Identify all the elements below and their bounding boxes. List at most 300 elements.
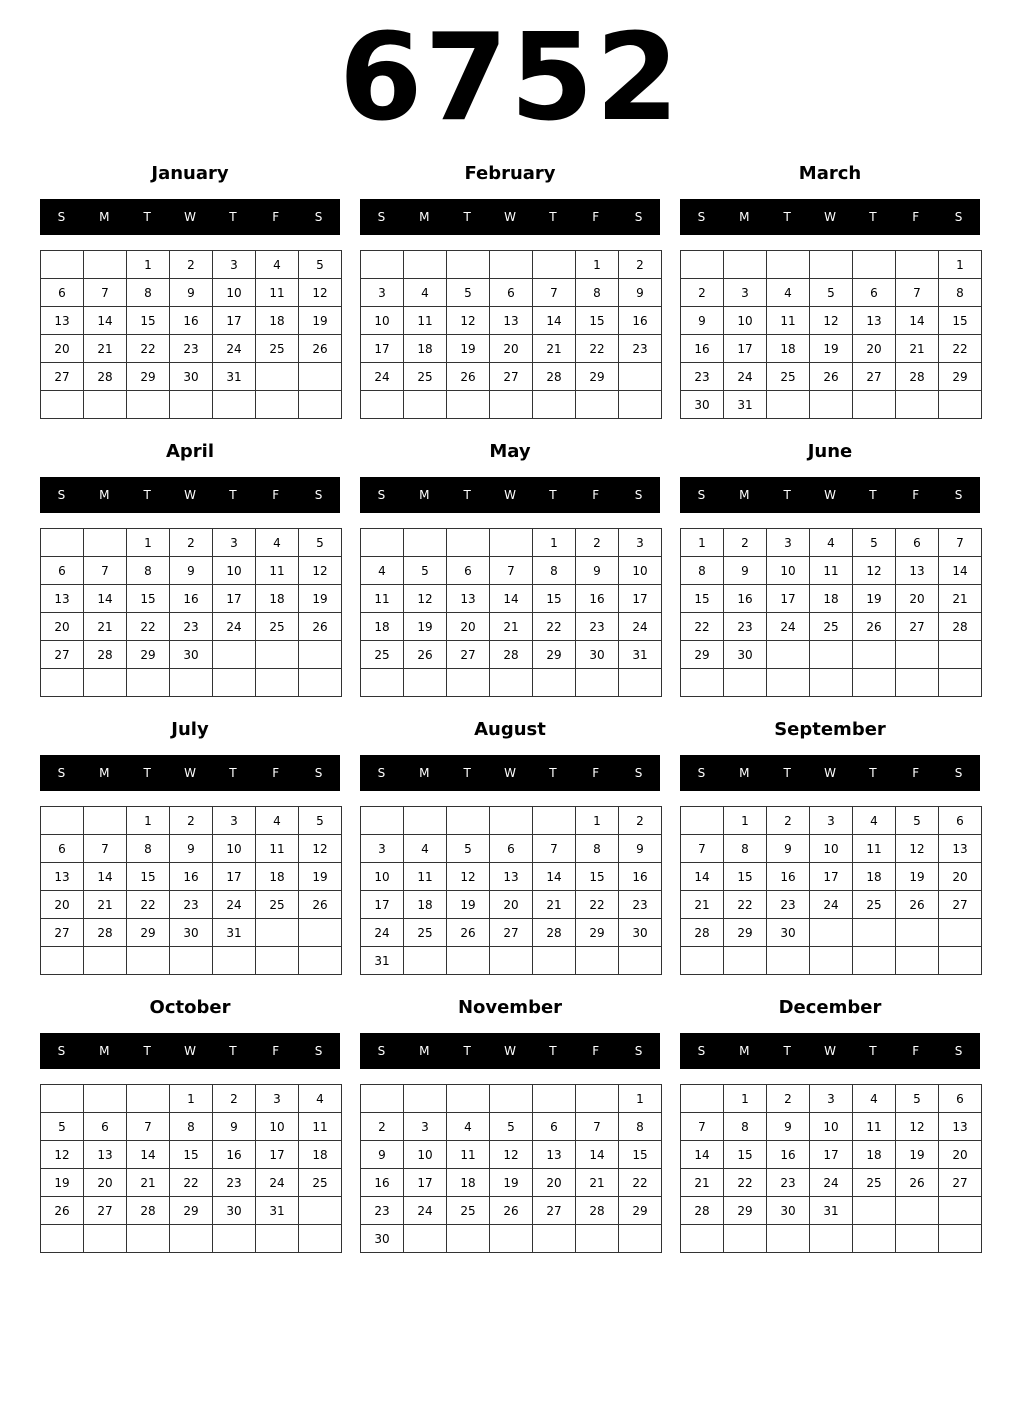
- day-cell: 13: [939, 1113, 982, 1141]
- day-cell: [896, 641, 939, 669]
- day-cell: [681, 669, 724, 697]
- day-cell: 20: [939, 863, 982, 891]
- weekday-label: W: [824, 766, 836, 780]
- month-december: [680, 990, 980, 1260]
- week-row: [681, 807, 982, 835]
- day-cell: [84, 807, 127, 835]
- day-cell: 18: [299, 1141, 342, 1169]
- day-cell: [404, 251, 447, 279]
- weekday-label: S: [377, 210, 386, 224]
- week-row: [41, 1113, 342, 1141]
- day-cell: 3: [213, 529, 256, 557]
- day-cell: 17: [213, 307, 256, 335]
- weekday-label: T: [229, 488, 237, 502]
- day-cell: 2: [619, 807, 662, 835]
- weekday-label: F: [592, 1044, 600, 1058]
- day-cell: 22: [576, 891, 619, 919]
- weekday-label: S: [314, 766, 323, 780]
- day-cell: 3: [619, 529, 662, 557]
- weekday-label: M: [419, 1044, 430, 1058]
- week-row: [41, 307, 342, 335]
- month-august: [360, 712, 660, 982]
- day-cell: 21: [533, 891, 576, 919]
- day-cell: [533, 947, 576, 975]
- week-row: [361, 835, 662, 863]
- day-cell: 21: [490, 613, 533, 641]
- day-cell: 10: [361, 307, 404, 335]
- day-cell: [810, 919, 853, 947]
- day-cell: 25: [256, 613, 299, 641]
- weekday-label: W: [824, 1044, 836, 1058]
- weekday-label: S: [697, 210, 706, 224]
- day-cell: 27: [41, 641, 84, 669]
- day-cell: [213, 1225, 256, 1253]
- day-cell: 23: [767, 891, 810, 919]
- day-cell: 6: [41, 279, 84, 307]
- day-cell: 10: [810, 1113, 853, 1141]
- day-cell: 9: [619, 835, 662, 863]
- day-cell: 3: [767, 529, 810, 557]
- day-cell: [810, 251, 853, 279]
- day-cell: 4: [404, 279, 447, 307]
- day-cell: 31: [810, 1197, 853, 1225]
- day-cell: [767, 669, 810, 697]
- day-cell: [490, 669, 533, 697]
- day-cell: [853, 947, 896, 975]
- day-cell: 29: [127, 363, 170, 391]
- day-cell: 17: [404, 1169, 447, 1197]
- day-cell: 7: [84, 835, 127, 863]
- week-row: [41, 279, 342, 307]
- day-cell: 5: [404, 557, 447, 585]
- day-cell: 21: [84, 335, 127, 363]
- day-cell: 8: [939, 279, 982, 307]
- day-cell: 12: [810, 307, 853, 335]
- day-cell: 16: [170, 863, 213, 891]
- weekday-label: S: [634, 766, 643, 780]
- week-row: [681, 835, 982, 863]
- day-cell: [853, 641, 896, 669]
- weekday-label: F: [272, 210, 280, 224]
- day-cell: 15: [681, 585, 724, 613]
- day-cell: 2: [170, 251, 213, 279]
- day-cell: [939, 669, 982, 697]
- day-cell: 21: [533, 335, 576, 363]
- day-cell: 28: [681, 1197, 724, 1225]
- day-cell: 2: [170, 529, 213, 557]
- day-cell: 26: [896, 891, 939, 919]
- day-cell: 22: [681, 613, 724, 641]
- day-cell: 25: [810, 613, 853, 641]
- day-cell: 31: [256, 1197, 299, 1225]
- day-cell: [127, 391, 170, 419]
- day-cell: 11: [853, 835, 896, 863]
- day-cell: 26: [299, 613, 342, 641]
- weekday-label: F: [592, 210, 600, 224]
- day-cell: 20: [853, 335, 896, 363]
- day-cell: 11: [299, 1113, 342, 1141]
- day-cell: 12: [447, 863, 490, 891]
- day-cell: 6: [853, 279, 896, 307]
- year-title: 6752: [339, 9, 681, 148]
- day-cell: 9: [767, 1113, 810, 1141]
- day-cell: [939, 641, 982, 669]
- day-cell: 24: [810, 891, 853, 919]
- day-cell: 9: [619, 279, 662, 307]
- day-cell: 7: [490, 557, 533, 585]
- day-cell: 5: [896, 807, 939, 835]
- day-cell: [576, 1225, 619, 1253]
- day-cell: 19: [404, 613, 447, 641]
- day-cell: 3: [724, 279, 767, 307]
- day-cell: [256, 947, 299, 975]
- weekday-label: T: [549, 210, 557, 224]
- day-cell: 27: [896, 613, 939, 641]
- week-row: [41, 1225, 342, 1253]
- weekday-header: [40, 755, 340, 791]
- day-cell: 28: [681, 919, 724, 947]
- weekday-label: M: [419, 210, 430, 224]
- day-cell: [127, 1085, 170, 1113]
- day-cell: 21: [681, 891, 724, 919]
- day-cell: 27: [853, 363, 896, 391]
- day-cell: 23: [170, 613, 213, 641]
- day-cell: 18: [404, 335, 447, 363]
- day-cell: [810, 947, 853, 975]
- weekday-label: F: [272, 488, 280, 502]
- week-row: [41, 391, 342, 419]
- day-cell: 4: [256, 529, 299, 557]
- day-cell: 18: [256, 307, 299, 335]
- day-cell: 1: [619, 1085, 662, 1113]
- day-cell: [896, 1225, 939, 1253]
- month-may: [360, 434, 660, 704]
- week-row: [681, 1169, 982, 1197]
- week-row: [361, 529, 662, 557]
- day-cell: 25: [361, 641, 404, 669]
- day-cell: [361, 251, 404, 279]
- day-cell: 27: [939, 891, 982, 919]
- day-cell: 25: [447, 1197, 490, 1225]
- day-cell: 6: [41, 835, 84, 863]
- day-cell: 9: [170, 835, 213, 863]
- day-cell: 28: [533, 919, 576, 947]
- day-cell: 23: [213, 1169, 256, 1197]
- day-cell: 13: [939, 835, 982, 863]
- weekday-header: [360, 477, 660, 513]
- day-cell: 26: [299, 335, 342, 363]
- day-cell: 22: [724, 1169, 767, 1197]
- day-cell: 4: [361, 557, 404, 585]
- week-row: [41, 1197, 342, 1225]
- week-row: [41, 613, 342, 641]
- day-cell: [896, 669, 939, 697]
- weekday-label: W: [504, 1044, 516, 1058]
- day-cell: 28: [84, 363, 127, 391]
- day-cell: 15: [724, 1141, 767, 1169]
- day-cell: 17: [361, 335, 404, 363]
- day-cell: [810, 1225, 853, 1253]
- day-cell: 24: [256, 1169, 299, 1197]
- day-cell: 16: [767, 863, 810, 891]
- weekday-label: T: [463, 766, 471, 780]
- day-cell: 19: [447, 891, 490, 919]
- week-row: [681, 335, 982, 363]
- day-cell: 15: [576, 307, 619, 335]
- week-row: [41, 863, 342, 891]
- day-cell: 6: [939, 807, 982, 835]
- day-cell: 16: [724, 585, 767, 613]
- day-cell: 20: [84, 1169, 127, 1197]
- day-cell: 26: [490, 1197, 533, 1225]
- day-cell: 26: [896, 1169, 939, 1197]
- day-cell: 19: [447, 335, 490, 363]
- day-cell: 22: [939, 335, 982, 363]
- day-cell: 15: [724, 863, 767, 891]
- day-cell: 5: [299, 807, 342, 835]
- day-cell: 21: [84, 613, 127, 641]
- day-cell: 13: [853, 307, 896, 335]
- weekday-label: S: [57, 766, 66, 780]
- week-row: [681, 1113, 982, 1141]
- day-cell: 24: [404, 1197, 447, 1225]
- weekday-label: S: [377, 766, 386, 780]
- weekday-label: W: [504, 766, 516, 780]
- day-cell: 17: [213, 863, 256, 891]
- day-cell: 21: [576, 1169, 619, 1197]
- day-cell: [41, 391, 84, 419]
- week-row: [41, 363, 342, 391]
- weekday-label: W: [824, 488, 836, 502]
- day-cell: 18: [810, 585, 853, 613]
- day-cell: 3: [213, 251, 256, 279]
- day-cell: 28: [896, 363, 939, 391]
- weekday-label: S: [954, 210, 963, 224]
- month-october: [40, 990, 340, 1260]
- day-cell: 29: [127, 641, 170, 669]
- day-cell: 11: [404, 307, 447, 335]
- weekday-label: M: [99, 210, 110, 224]
- week-row: [681, 919, 982, 947]
- day-cell: 30: [724, 641, 767, 669]
- day-cell: 11: [256, 557, 299, 585]
- weekday-label: S: [697, 488, 706, 502]
- day-cell: 20: [939, 1141, 982, 1169]
- weekday-label: S: [697, 1044, 706, 1058]
- weekday-label: S: [634, 488, 643, 502]
- day-cell: [170, 1225, 213, 1253]
- day-cell: [84, 529, 127, 557]
- day-cell: [299, 947, 342, 975]
- day-cell: 25: [299, 1169, 342, 1197]
- day-cell: [724, 251, 767, 279]
- weekday-header: [360, 1033, 660, 1069]
- day-cell: 17: [810, 863, 853, 891]
- day-cell: 14: [127, 1141, 170, 1169]
- day-cell: 29: [533, 641, 576, 669]
- day-cell: 22: [576, 335, 619, 363]
- day-cell: [490, 529, 533, 557]
- week-row: [681, 1141, 982, 1169]
- day-cell: [213, 641, 256, 669]
- day-cell: 3: [213, 807, 256, 835]
- day-cell: 13: [41, 863, 84, 891]
- day-cell: 12: [404, 585, 447, 613]
- day-cell: 8: [619, 1113, 662, 1141]
- day-grid: [40, 1084, 342, 1253]
- day-cell: 10: [767, 557, 810, 585]
- day-grid: [680, 1084, 982, 1253]
- day-cell: 13: [447, 585, 490, 613]
- day-cell: [41, 1225, 84, 1253]
- day-cell: [490, 251, 533, 279]
- day-cell: 13: [41, 307, 84, 335]
- weekday-label: M: [99, 766, 110, 780]
- weekday-header: [40, 1033, 340, 1069]
- weekday-label: T: [783, 766, 791, 780]
- day-cell: 10: [404, 1141, 447, 1169]
- day-cell: [404, 529, 447, 557]
- day-cell: 28: [533, 363, 576, 391]
- day-cell: 29: [576, 919, 619, 947]
- day-cell: 26: [41, 1197, 84, 1225]
- day-cell: [84, 1085, 127, 1113]
- day-cell: 30: [681, 391, 724, 419]
- day-cell: 28: [127, 1197, 170, 1225]
- weekday-header: [680, 199, 980, 235]
- weekday-label: S: [57, 488, 66, 502]
- day-cell: 29: [724, 1197, 767, 1225]
- day-cell: 25: [256, 335, 299, 363]
- day-cell: 20: [41, 335, 84, 363]
- day-cell: 3: [810, 1085, 853, 1113]
- weekday-label: S: [314, 488, 323, 502]
- day-cell: 27: [41, 363, 84, 391]
- week-row: [41, 669, 342, 697]
- weekday-label: T: [869, 1044, 877, 1058]
- day-cell: [490, 947, 533, 975]
- day-grid: [40, 806, 342, 975]
- day-cell: [810, 641, 853, 669]
- week-row: [361, 613, 662, 641]
- day-cell: [404, 807, 447, 835]
- day-cell: 9: [724, 557, 767, 585]
- day-cell: 28: [84, 641, 127, 669]
- weekday-label: S: [57, 210, 66, 224]
- day-cell: 5: [41, 1113, 84, 1141]
- day-cell: 24: [619, 613, 662, 641]
- day-cell: 28: [939, 613, 982, 641]
- week-row: [41, 641, 342, 669]
- day-cell: 3: [256, 1085, 299, 1113]
- day-cell: 7: [127, 1113, 170, 1141]
- day-cell: 5: [299, 529, 342, 557]
- day-cell: 5: [447, 835, 490, 863]
- day-cell: 4: [447, 1113, 490, 1141]
- day-cell: 25: [404, 363, 447, 391]
- day-cell: 11: [256, 279, 299, 307]
- day-cell: 7: [939, 529, 982, 557]
- day-cell: 6: [447, 557, 490, 585]
- weekday-header: [680, 1033, 980, 1069]
- day-cell: [447, 1085, 490, 1113]
- day-cell: [619, 1225, 662, 1253]
- week-row: [361, 307, 662, 335]
- day-cell: 12: [490, 1141, 533, 1169]
- weekday-label: T: [869, 210, 877, 224]
- day-cell: 17: [213, 585, 256, 613]
- weekday-label: T: [143, 210, 151, 224]
- weekday-label: F: [272, 766, 280, 780]
- day-cell: 20: [447, 613, 490, 641]
- day-cell: 11: [767, 307, 810, 335]
- day-cell: 29: [170, 1197, 213, 1225]
- week-row: [681, 641, 982, 669]
- day-cell: 6: [84, 1113, 127, 1141]
- day-cell: 10: [213, 835, 256, 863]
- day-cell: 19: [41, 1169, 84, 1197]
- day-cell: [681, 251, 724, 279]
- day-cell: 15: [127, 863, 170, 891]
- day-cell: 2: [170, 807, 213, 835]
- day-cell: 19: [490, 1169, 533, 1197]
- day-cell: 24: [213, 613, 256, 641]
- day-cell: 16: [619, 863, 662, 891]
- day-cell: [256, 391, 299, 419]
- day-cell: 6: [490, 835, 533, 863]
- day-cell: 11: [447, 1141, 490, 1169]
- day-cell: 14: [533, 307, 576, 335]
- day-cell: [361, 391, 404, 419]
- day-cell: 27: [447, 641, 490, 669]
- day-cell: 23: [681, 363, 724, 391]
- day-cell: [299, 641, 342, 669]
- day-cell: [299, 363, 342, 391]
- week-row: [361, 1197, 662, 1225]
- day-cell: [810, 669, 853, 697]
- weekday-label: T: [783, 488, 791, 502]
- weekday-label: M: [739, 766, 750, 780]
- day-cell: 3: [810, 807, 853, 835]
- day-cell: [724, 669, 767, 697]
- day-cell: [767, 641, 810, 669]
- day-cell: [853, 251, 896, 279]
- day-cell: 13: [490, 863, 533, 891]
- day-cell: 24: [724, 363, 767, 391]
- day-cell: 1: [939, 251, 982, 279]
- weekday-label: T: [783, 210, 791, 224]
- day-cell: [576, 1085, 619, 1113]
- month-name: March: [798, 163, 862, 184]
- week-row: [41, 1085, 342, 1113]
- day-cell: [490, 1085, 533, 1113]
- day-cell: 15: [127, 307, 170, 335]
- week-row: [41, 585, 342, 613]
- day-cell: 8: [681, 557, 724, 585]
- day-cell: [256, 363, 299, 391]
- weekday-label: F: [912, 1044, 920, 1058]
- week-row: [361, 363, 662, 391]
- weekday-label: T: [229, 210, 237, 224]
- day-cell: 17: [256, 1141, 299, 1169]
- week-row: [361, 1225, 662, 1253]
- week-row: [681, 613, 982, 641]
- day-grid: [40, 528, 342, 697]
- week-row: [681, 251, 982, 279]
- weekday-label: S: [954, 766, 963, 780]
- day-cell: [84, 669, 127, 697]
- day-cell: 29: [681, 641, 724, 669]
